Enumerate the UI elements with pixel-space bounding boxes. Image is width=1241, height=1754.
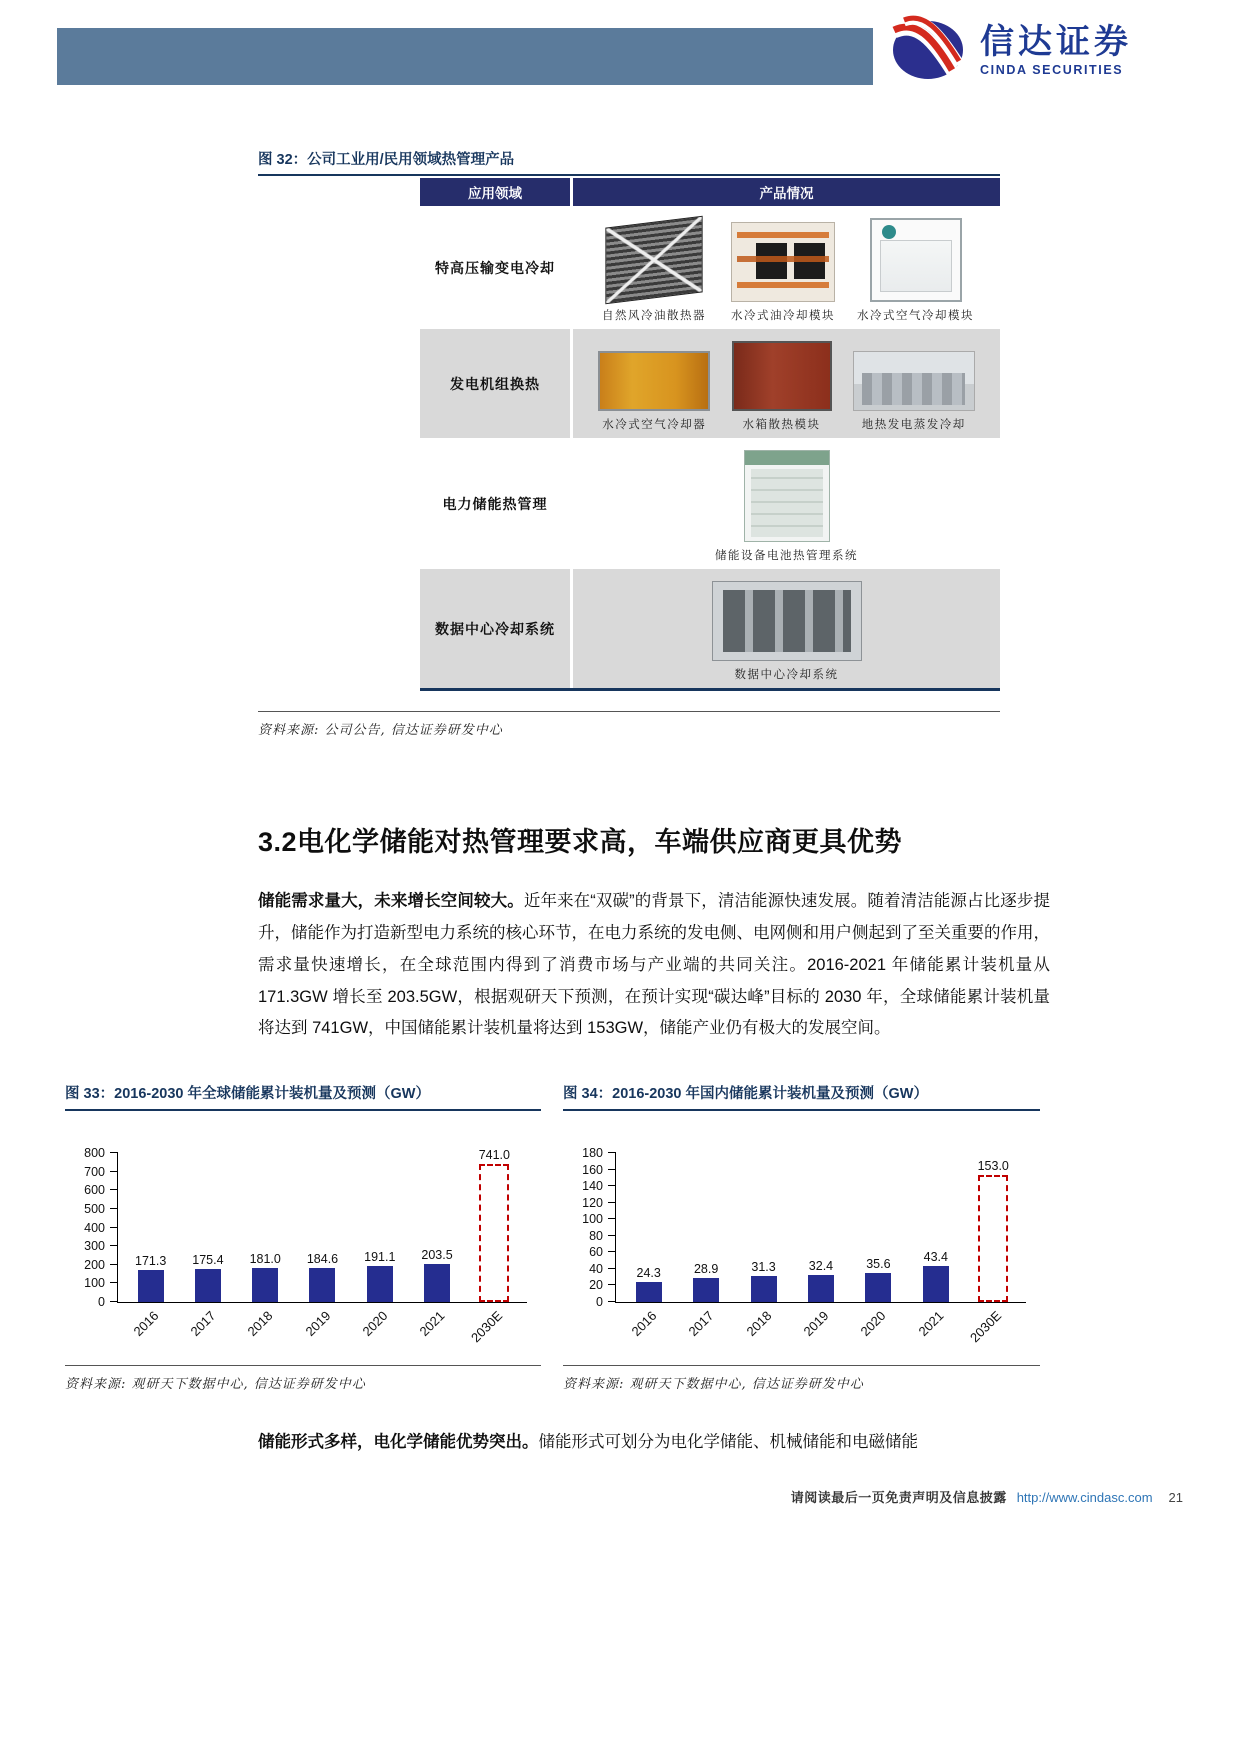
y-tick-label: 60 (589, 1245, 603, 1260)
section-heading: 3.2电化学储能对热管理要求高，车端供应商更具优势 (258, 827, 903, 857)
disclaimer-text: 请阅读最后一页免责声明及信息披露 (790, 1490, 1007, 1505)
x-axis-label: 2017 (685, 1308, 717, 1340)
paragraph-body: 近年来在“双碳”的背景下，清洁能源快速发展。随着清洁能源占比逐步提升，储能作为打造新型电力系统的核心环节，在电力系统的发电侧、电网侧和用户侧起到了至关重要的作用，需求量快速增长，在全球范围内得到了消费市场与产业端的共同关注。2016-2021 年储能累计装机量从 171.3GW 增长至 203.5GW，根据观研天下预测，在预计实现“碳达峰”目标的 2030 年，全球储能累计装机量将达到 741GW，中国储能累计装机量将达到 153GW，储能产业仍有极大的发展空间。 (258, 892, 1050, 1038)
forecast-bar (978, 1175, 1008, 1302)
page-number: 21 (1168, 1490, 1183, 1505)
data-bar (252, 1268, 278, 1302)
x-axis-label: 2016 (628, 1308, 660, 1340)
logo-text (980, 22, 1132, 77)
y-tick-label: 300 (84, 1239, 105, 1254)
y-tick-label: 200 (84, 1257, 105, 1272)
bar-value-label: 28.9 (693, 1262, 719, 1277)
bar-value-label: 153.0 (977, 1159, 1009, 1174)
bar-group (627, 1153, 671, 1340)
y-tick-label: 120 (582, 1195, 603, 1210)
product-caption: 自然风冷油散热器 (602, 308, 706, 322)
y-tick-label: 20 (589, 1278, 603, 1293)
data-bar (367, 1266, 393, 1302)
figure32-rows (420, 206, 1000, 688)
bar-group (742, 1153, 786, 1340)
bar-chart (65, 1082, 541, 1392)
y-tick-label: 100 (84, 1276, 105, 1291)
data-bar (138, 1270, 164, 1302)
y-axis-tick (589, 1278, 616, 1293)
product-container-image (712, 581, 862, 661)
figure-32-table (420, 178, 1000, 691)
bar-group (914, 1153, 958, 1340)
x-axis-label: 2020 (857, 1308, 889, 1340)
bars (616, 1153, 1026, 1346)
y-axis-tick (84, 1239, 118, 1254)
y-tick-label: 500 (84, 1201, 105, 1216)
bar-value-label: 35.6 (866, 1256, 891, 1271)
product-caption: 水冷式空气冷却器 (602, 417, 707, 431)
chart-34-plot-area (582, 1146, 1026, 1346)
bar-group (186, 1153, 230, 1340)
section-paragraph (258, 886, 1050, 1045)
y-axis-tick (84, 1201, 118, 1216)
y-tick-label: 40 (589, 1261, 603, 1276)
product-caption: 数据中心冷却系统 (734, 667, 839, 681)
y-axis-tick (582, 1179, 616, 1194)
chart-34-title: 图 34：2016-2030 年国内储能累计装机量及预测（GW） (563, 1082, 1040, 1111)
closing-paragraph (258, 1428, 1050, 1452)
website-link[interactable]: http://www.cindasc.com (1016, 1490, 1153, 1505)
product (712, 581, 862, 682)
bar-group (799, 1153, 843, 1340)
product (599, 218, 709, 323)
figure-32-source: 资料来源: 公司公告, 信达证券研发中心 (258, 711, 1000, 738)
bar-value-label: 31.3 (751, 1260, 776, 1275)
column-header-products: 产品情况 (573, 178, 1000, 206)
bar-value-label: 181.0 (249, 1252, 281, 1267)
page-footer (791, 1487, 1183, 1506)
y-tick-label: 160 (582, 1162, 603, 1177)
row-products (570, 569, 1000, 688)
bar-value-label: 24.3 (636, 1265, 661, 1280)
y-axis-tick (582, 1212, 616, 1227)
data-bar (751, 1276, 777, 1302)
x-axis-label: 2019 (800, 1308, 832, 1340)
product-orange-image (598, 351, 710, 411)
bar-value-label: 203.5 (421, 1248, 453, 1263)
y-tick-label: 0 (596, 1295, 603, 1309)
bar-group (467, 1148, 516, 1346)
row-products (570, 206, 1000, 329)
bars (118, 1148, 527, 1346)
header-bar (57, 28, 873, 85)
product-pipes-image (731, 222, 835, 302)
bar-group (684, 1153, 728, 1340)
bar-group (856, 1153, 900, 1340)
row-label: 电力储能热管理 (442, 495, 548, 512)
y-axis-tick (84, 1164, 118, 1179)
x-axis-label: 2019 (302, 1308, 334, 1340)
chart-33-source: 资料来源: 观研天下数据中心, 信达证券研发中心 (65, 1365, 541, 1392)
product-panel-image (870, 218, 962, 302)
y-axis-tick (582, 1195, 616, 1210)
paragraph-lead-bold: 储能需求量大，未来增长空间较大。 (258, 892, 524, 910)
table-row (420, 329, 1000, 438)
bar-chart (563, 1082, 1040, 1392)
product (857, 218, 974, 323)
data-bar (923, 1266, 949, 1302)
bar-group (300, 1153, 344, 1340)
bar-value-label: 43.4 (923, 1250, 948, 1265)
logo-cn-text: 信达证券 (980, 22, 1132, 61)
product-plant-image (853, 351, 975, 411)
y-tick-label: 140 (582, 1179, 603, 1194)
column-header-application: 应用领域 (420, 178, 570, 206)
data-bar (865, 1273, 891, 1302)
bar-value-label: 32.4 (808, 1259, 834, 1274)
chart-33-title: 图 33：2016-2030 年全球储能累计装机量及预测（GW） (65, 1082, 541, 1111)
y-tick-label: 80 (589, 1228, 603, 1243)
y-tick-label: 0 (98, 1295, 105, 1309)
product-caption: 储能设备电池热管理系统 (715, 548, 858, 562)
y-axis-tick (84, 1276, 118, 1291)
y-tick-label: 100 (582, 1212, 603, 1227)
x-axis-label: 2030E (966, 1308, 1004, 1346)
product (732, 341, 832, 432)
x-axis-label: 2018 (743, 1308, 775, 1340)
product (853, 351, 975, 432)
y-tick-label: 600 (84, 1183, 105, 1198)
bar-group (129, 1153, 173, 1340)
x-axis-label: 2030E (467, 1308, 505, 1346)
y-tick-label: 800 (84, 1146, 105, 1160)
product (598, 351, 710, 432)
table-row (420, 206, 1000, 329)
table-row (420, 569, 1000, 688)
x-axis-label: 2017 (187, 1308, 219, 1340)
x-axis-label: 2021 (416, 1308, 448, 1340)
cinda-logo-icon (888, 12, 966, 89)
bar-group (966, 1153, 1015, 1346)
data-bar (309, 1268, 335, 1302)
y-axis-tick (84, 1146, 118, 1160)
bar-value-label: 175.4 (192, 1253, 224, 1268)
row-products (570, 438, 1000, 569)
figure-32-title: 图 32：公司工业用/民用领域热管理产品 (258, 148, 1000, 176)
x-axis-label: 2020 (359, 1308, 391, 1340)
table-header-row (420, 178, 1000, 206)
y-axis-tick (98, 1295, 118, 1309)
closing-lead-bold: 储能形式多样，电化学储能优势突出。 (258, 1433, 539, 1451)
product (715, 450, 858, 563)
row-label: 特高压输变电冷却 (435, 259, 555, 276)
y-tick-label: 180 (582, 1146, 603, 1160)
bar-value-label: 741.0 (478, 1148, 510, 1162)
bar-value-label: 191.1 (364, 1250, 396, 1265)
product-radiator-image (605, 216, 702, 305)
data-bar (636, 1282, 662, 1302)
row-label: 数据中心冷却系统 (435, 620, 555, 637)
x-axis-label: 2018 (244, 1308, 276, 1340)
y-tick-label: 400 (84, 1220, 105, 1235)
product-red-image (732, 341, 832, 411)
y-axis-tick (589, 1261, 616, 1276)
row-label: 发电机组换热 (450, 375, 540, 392)
bar-value-label: 171.3 (135, 1254, 167, 1269)
y-axis-tick (596, 1295, 616, 1309)
data-bar (424, 1264, 450, 1302)
bar-group (415, 1153, 459, 1340)
data-bar (808, 1275, 834, 1302)
product-caption: 地热发电蒸发冷却 (861, 417, 966, 431)
bar-group (358, 1153, 402, 1340)
chart-34-source: 资料来源: 观研天下数据中心, 信达证券研发中心 (563, 1365, 1040, 1392)
row-products (570, 329, 1000, 438)
y-tick-label: 700 (84, 1164, 105, 1179)
data-bar (195, 1269, 221, 1302)
closing-body: 储能形式可划分为电化学储能、机械储能和电磁储能 (538, 1433, 918, 1451)
product-cabinet-image (744, 450, 830, 542)
product-caption: 水冷式油冷却模块 (731, 308, 835, 322)
logo-en-text: CINDA SECURITIES (980, 62, 1124, 77)
x-axis-label: 2021 (915, 1308, 947, 1340)
bar-value-label: 184.6 (306, 1251, 339, 1266)
table-row (420, 438, 1000, 569)
data-bar (693, 1278, 719, 1302)
forecast-bar (479, 1164, 509, 1302)
y-axis-tick (84, 1257, 118, 1272)
bar-group (243, 1153, 287, 1340)
y-axis-tick (589, 1228, 616, 1243)
y-axis-tick (582, 1146, 616, 1160)
x-axis-label: 2016 (130, 1308, 162, 1340)
chart-33-plot-area (84, 1146, 527, 1346)
y-axis-tick (589, 1245, 616, 1260)
y-axis-tick (582, 1162, 616, 1177)
y-axis-tick (84, 1220, 118, 1235)
figure-32 (258, 148, 1000, 738)
y-axis-tick (84, 1183, 118, 1198)
cinda-logo (888, 12, 1132, 89)
product-caption: 水冷式空气冷却模块 (857, 308, 974, 322)
product (731, 222, 835, 323)
product-caption: 水箱散热模块 (742, 417, 821, 431)
